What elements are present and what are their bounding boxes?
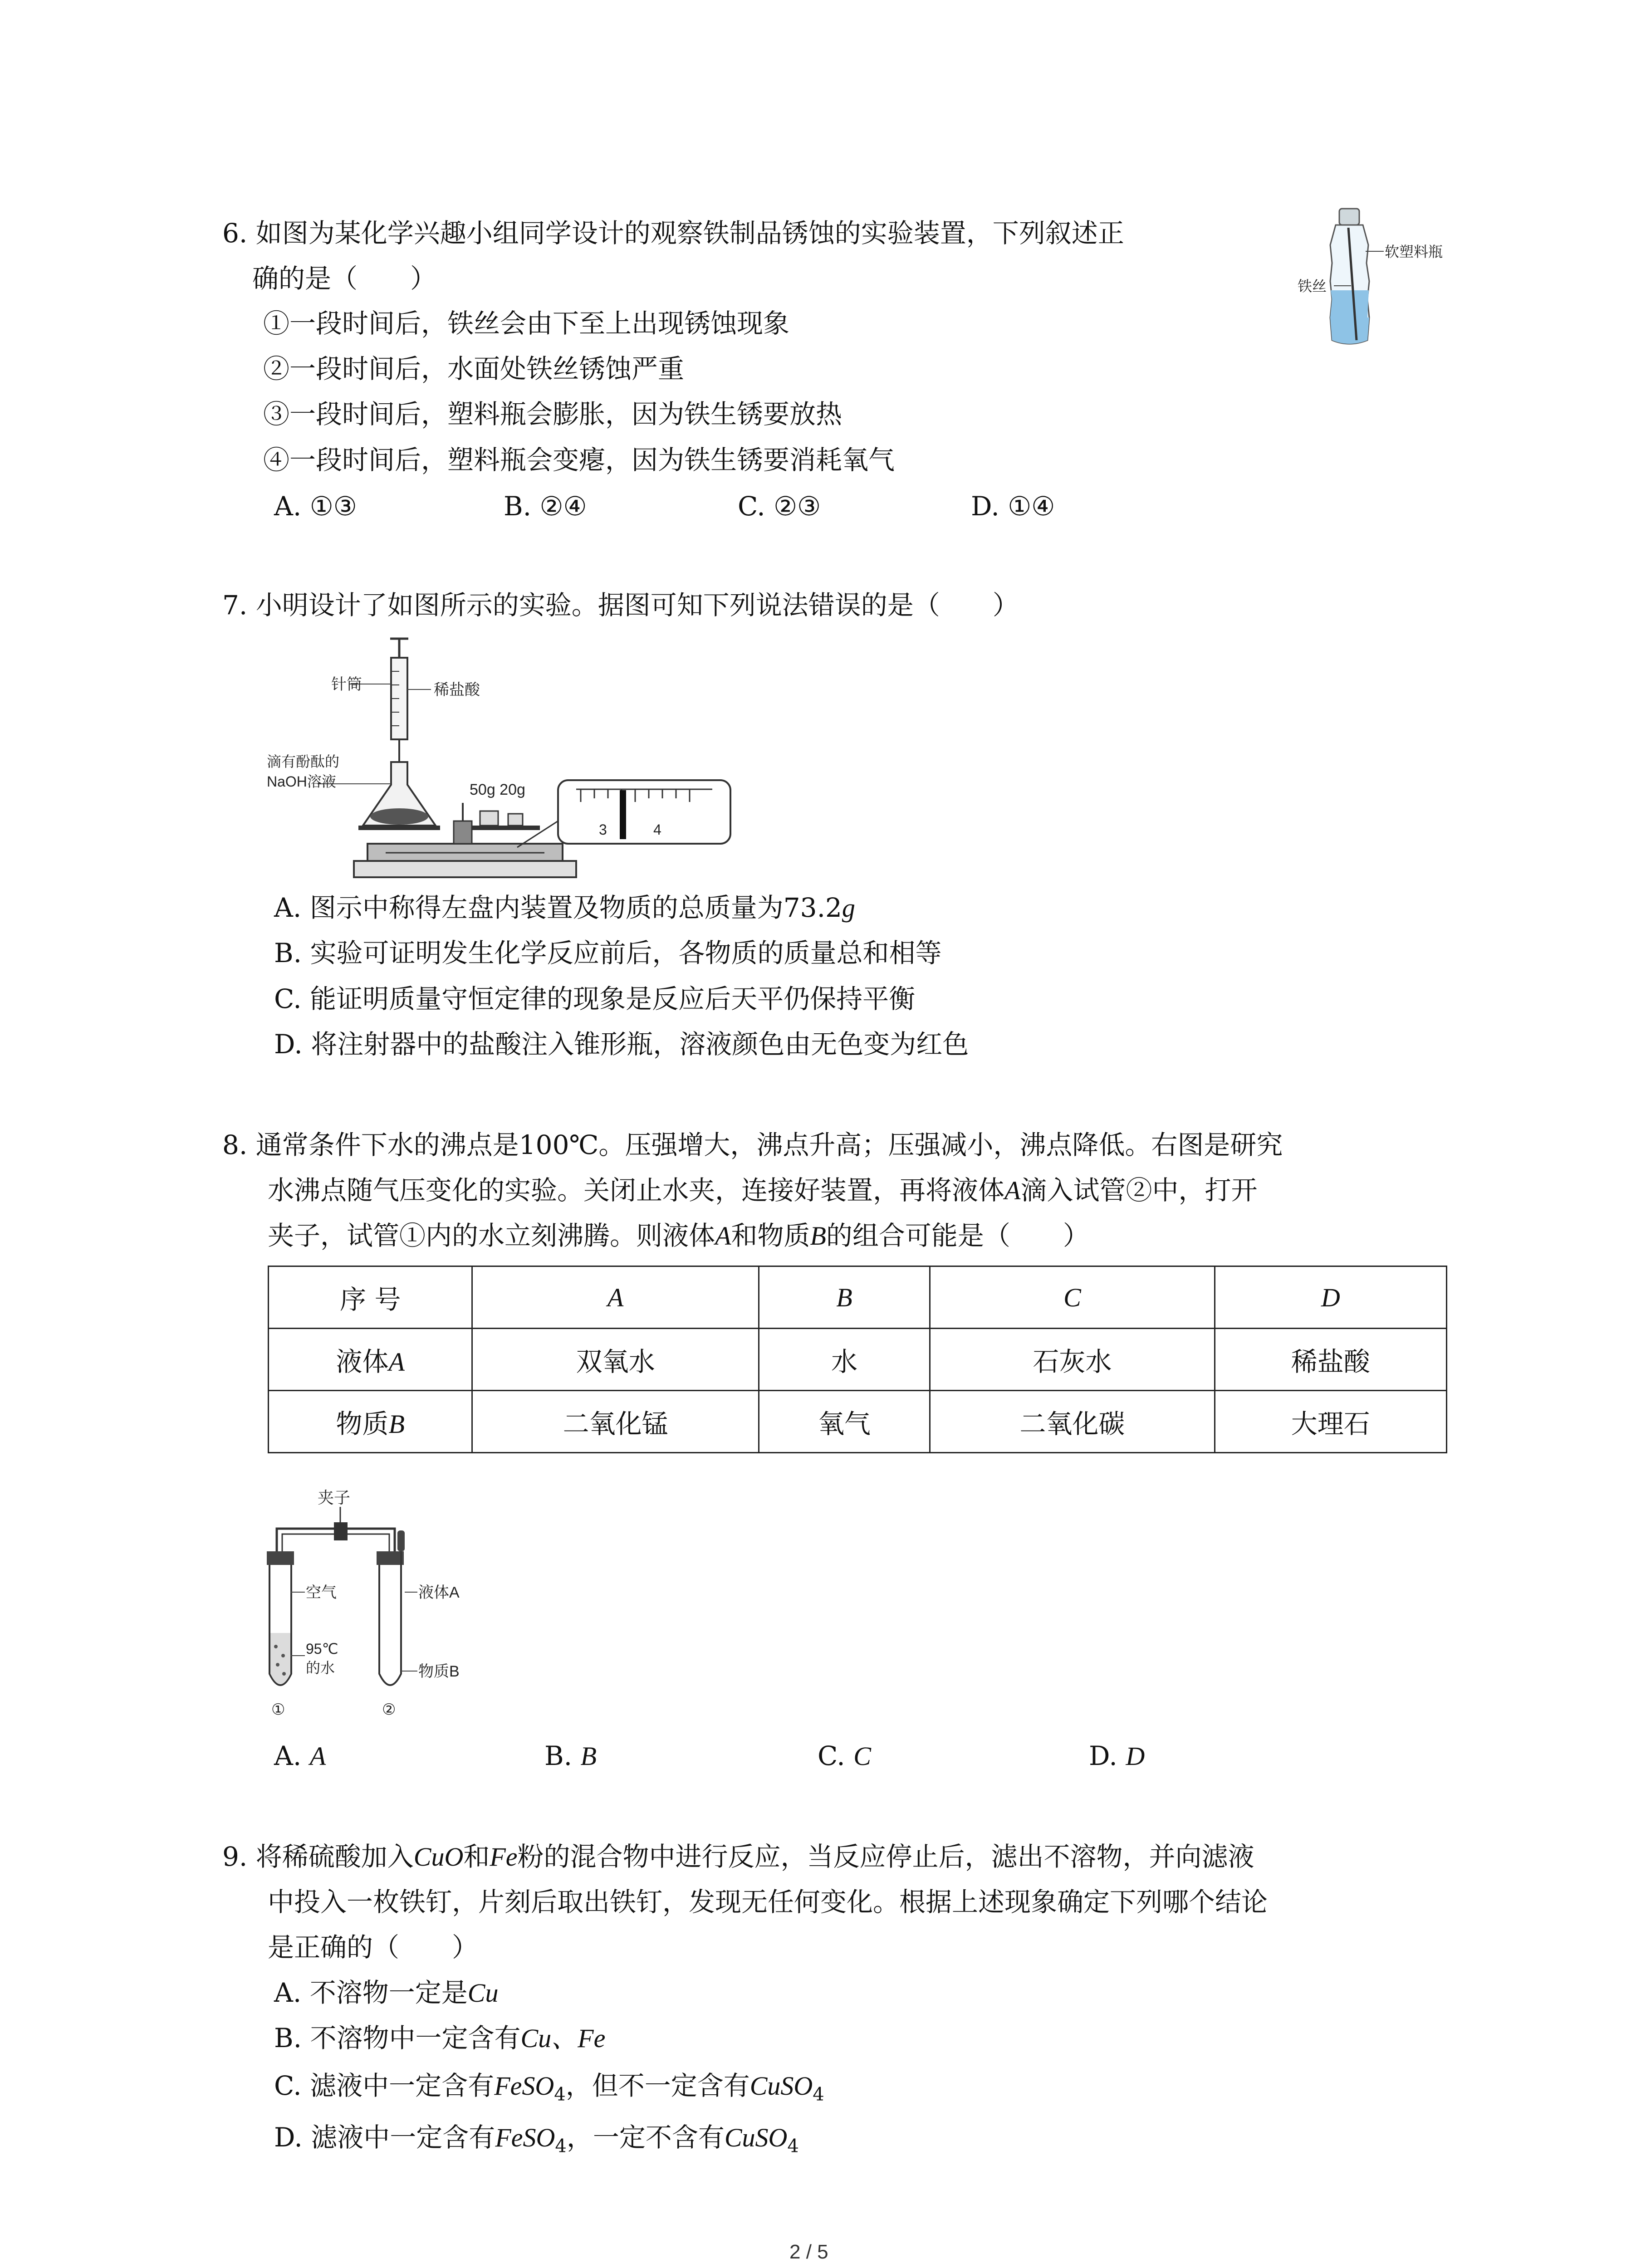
q7-weights-label: 50g 20g bbox=[470, 781, 525, 798]
q6-option-c: C. ②③ bbox=[738, 491, 821, 522]
q7-option-b: B. 实验可证明发生化学反应前后，各物质的质量总和相等 bbox=[274, 938, 942, 968]
q6-wire-label: 铁丝 bbox=[1298, 278, 1327, 294]
table-cell: 氧气 bbox=[759, 1391, 930, 1453]
q8-test-tube-figure bbox=[254, 1483, 490, 1728]
q7-option-c: C. 能证明质量守恒定律的现象是反应后天平仍保持平衡 bbox=[274, 983, 916, 1014]
q6-option-b: B. ②④ bbox=[504, 491, 587, 522]
q7-scale-tick-3: 3 bbox=[599, 821, 607, 838]
table-cell: 石灰水 bbox=[930, 1329, 1215, 1391]
q8-tube-1-label: ① bbox=[271, 1701, 285, 1718]
q7-balance-figure bbox=[263, 631, 744, 885]
q8-water-label-1: 95℃ bbox=[306, 1641, 338, 1657]
q8-water-label-2: 的水 bbox=[306, 1660, 335, 1676]
q8-answer-table bbox=[268, 1266, 1447, 1453]
q6-bottle-figure bbox=[1288, 204, 1479, 354]
table-row bbox=[269, 1391, 1447, 1453]
q6-stem-line2: 确的是（ ） bbox=[252, 263, 437, 294]
table-header-cell: B bbox=[759, 1266, 930, 1329]
q8-stem-line3: 夹子，试管①内的水立刻沸腾。则液体A和物质B的组合可能是（ ） bbox=[268, 1220, 1089, 1251]
table-header-cell: A bbox=[472, 1266, 759, 1329]
q9-option-d: D. 滤液中一定含有FeSO$_4$，一定不含有CuSO$_4$ bbox=[274, 2122, 799, 2157]
q7-option-d: D. 将注射器中的盐酸注入锥形瓶，溶液颜色由无色变为红色 bbox=[274, 1029, 969, 1060]
table-header-cell: 序 号 bbox=[269, 1266, 472, 1329]
q6-statement-2: ②一段时间后，水面处铁丝锈蚀严重 bbox=[263, 353, 685, 384]
q6-statement-1: ①一段时间后，铁丝会由下至上出现锈蚀现象 bbox=[263, 308, 790, 339]
q6-option-d: D. ①④ bbox=[971, 491, 1055, 522]
q8-tube-2-label: ② bbox=[382, 1701, 396, 1718]
q9-option-b: B. 不溶物中一定含有Cu、Fe bbox=[274, 2023, 606, 2053]
q7-solution-label-1: 滴有酚酞的 bbox=[267, 753, 340, 770]
table-cell: 双氧水 bbox=[472, 1329, 759, 1391]
q8-option-b: B. B bbox=[544, 1740, 597, 1771]
q9-stem-line1: 9. 将稀硫酸加入CuO和Fe粉的混合物中进行反应，当反应停止后，滤出不溶物，并向滤液 bbox=[222, 1841, 1254, 1872]
table-cell: 大理石 bbox=[1215, 1391, 1446, 1453]
q7-acid-label: 稀盐酸 bbox=[434, 681, 480, 699]
q8-solid-b-label: 物质B bbox=[418, 1663, 460, 1680]
q6-option-a: A. ①③ bbox=[274, 491, 357, 522]
table-cell: 稀盐酸 bbox=[1215, 1329, 1446, 1391]
q8-air-label: 空气 bbox=[306, 1584, 337, 1601]
table-row-label: 液体A bbox=[269, 1329, 472, 1391]
q6-statement-4: ④一段时间后，塑料瓶会变瘪，因为铁生锈要消耗氧气 bbox=[263, 445, 895, 475]
q7-scale-tick-4: 4 bbox=[653, 821, 661, 838]
q8-stem-line2: 水沸点随气压变化的实验。关闭止水夹，连接好装置，再将液体A滴入试管②中，打开 bbox=[268, 1175, 1258, 1206]
table-header-row bbox=[269, 1266, 1447, 1329]
table-row bbox=[269, 1329, 1447, 1391]
table-header-cell: D bbox=[1215, 1266, 1446, 1329]
table-row-label: 物质B bbox=[269, 1391, 472, 1453]
q8-option-d: D. D bbox=[1089, 1740, 1145, 1771]
q8-option-c: C. C bbox=[818, 1740, 871, 1771]
q7-stem: 7. 小明设计了如图所示的实验。据图可知下列说法错误的是（ ） bbox=[222, 590, 1019, 621]
q9-option-c: C. 滤液中一定含有FeSO$_4$，但不一定含有CuSO$_4$ bbox=[274, 2070, 824, 2105]
page-number: 2 / 5 bbox=[789, 2241, 828, 2263]
q7-syringe-label: 针筒 bbox=[331, 676, 362, 693]
table-cell: 二氧化锰 bbox=[472, 1391, 759, 1453]
q9-option-a: A. 不溶物一定是Cu bbox=[274, 1977, 499, 2008]
q9-stem-line2: 中投入一枚铁钉，片刻后取出铁钉，发现无任何变化。根据上述现象确定下列哪个结论 bbox=[268, 1887, 1268, 1917]
q6-stem-line1: 6. 如图为某化学兴趣小组同学设计的观察铁制品锈蚀的实验装置，下列叙述正 bbox=[222, 218, 1124, 249]
q8-clip-label: 夹子 bbox=[318, 1488, 351, 1507]
q9-stem-line3: 是正确的（ ） bbox=[268, 1932, 479, 1963]
q8-stem-line1: 8. 通常条件下水的沸点是100℃。压强增大，沸点升高；压强减小，沸点降低。右图是研究 bbox=[222, 1129, 1283, 1160]
table-cell: 水 bbox=[759, 1329, 930, 1391]
q6-statement-3: ③一段时间后，塑料瓶会膨胀，因为铁生锈要放热 bbox=[263, 399, 843, 430]
q8-option-a: A. A bbox=[274, 1740, 326, 1771]
q8-liquid-a-label: 液体A bbox=[418, 1584, 460, 1601]
q6-bottle-label: 软塑料瓶 bbox=[1385, 244, 1443, 260]
q7-solution-label-2: NaOH溶液 bbox=[267, 773, 336, 790]
table-cell: 二氧化碳 bbox=[930, 1391, 1215, 1453]
q7-option-a: A. 图示中称得左盘内装置及物质的总质量为73.2g bbox=[274, 892, 855, 923]
table-header-cell: C bbox=[930, 1266, 1215, 1329]
